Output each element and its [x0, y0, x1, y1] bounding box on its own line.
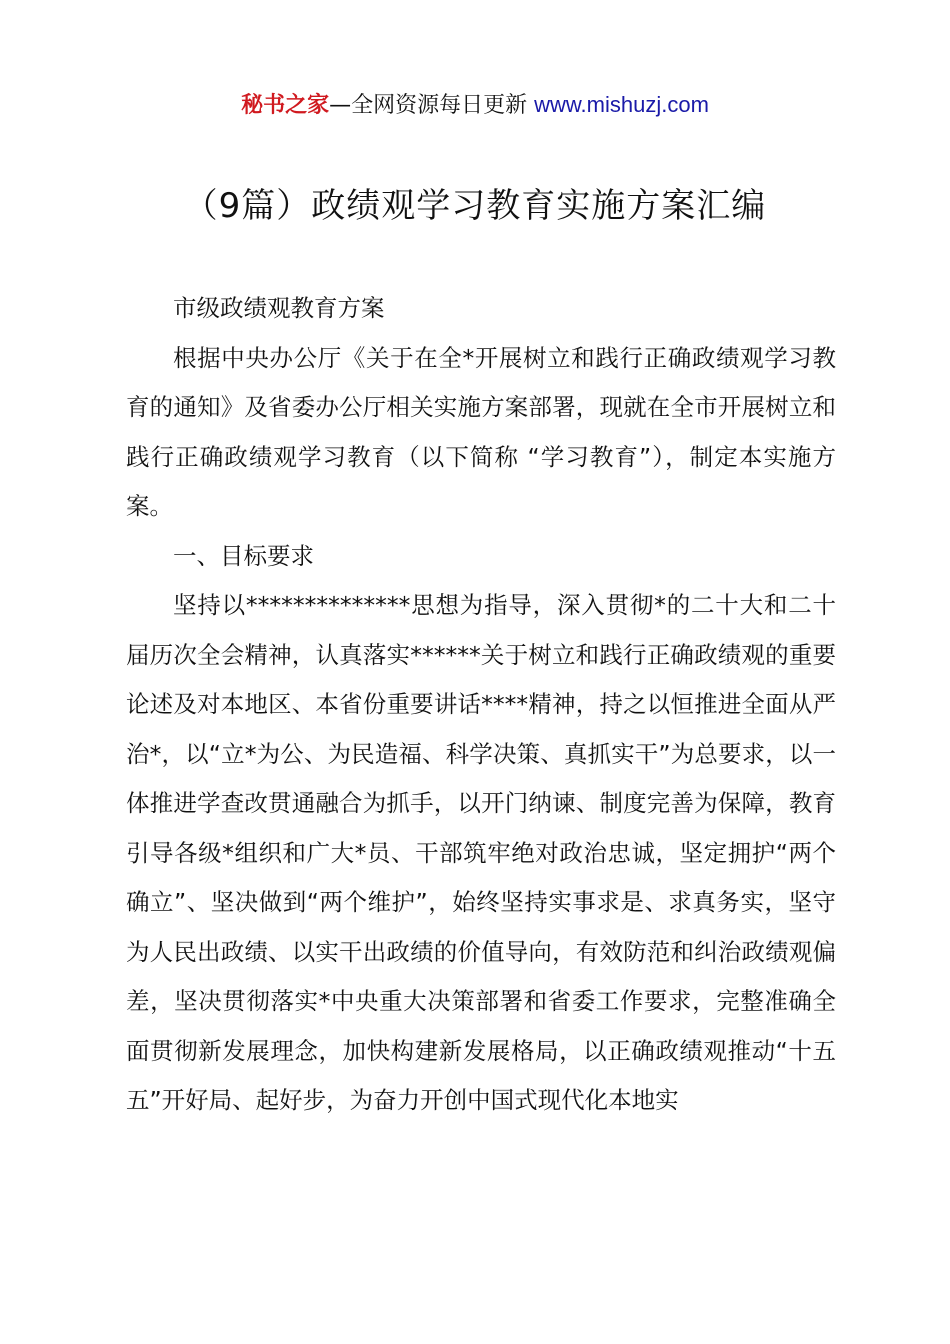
document-body: [126, 284, 836, 1126]
site-header: [0, 88, 950, 123]
brand-name: 秘书之家: [241, 93, 330, 118]
header-tagline: —全网资源每日更新: [329, 93, 535, 118]
section-heading: 市级政绩观教育方案: [173, 294, 385, 322]
body-paragraph: 坚持以**************思想为指导，深入贯彻*的二十大和二十届历次全会精神，认真落实******关于树立和践行正确政绩观的重要论述及对本地区、本省份重要讲话****精神，持之以恒推进全面从严治*，以“立*为公、为民造福、科学决策、真抓实干”为总要求，以一体推进学查改贯通融合为抓手，以开门纳谏、制度完善为保障，教育引导各级*组织和广大*员、干部筑牢绝对政治忠诚，坚定拥护“两个确立”、坚决做到“两个维护”，始终坚持实事求是、求真务实，坚守为人民出政绩、以实干出政绩的价值导向，有效防范和纠治政绩观偏差，坚决贯彻落实*中央重大决策部署和省委工作要求，完整准确全面贯彻新发展理念，加快构建新发展格局，以正确政绩观推动“十五五”开好局、起好步，为奋力开创中国式现代化本地实: [126, 591, 836, 1114]
section-heading: 一、目标要求: [173, 541, 314, 570]
site-url-link[interactable]: www.mishuzj.com: [534, 92, 709, 117]
body-paragraph: 根据中央办公厅《关于在全*开展树立和践行正确政绩观学习教育的通知》及省委办公厅相关实施方案部署，现就在全市开展树立和践行正确政绩观学习教育（以下简称 “学习教育”），制定本实施方案。: [126, 343, 836, 520]
document-title: （9篇）政绩观学习教育实施方案汇编: [183, 186, 767, 226]
